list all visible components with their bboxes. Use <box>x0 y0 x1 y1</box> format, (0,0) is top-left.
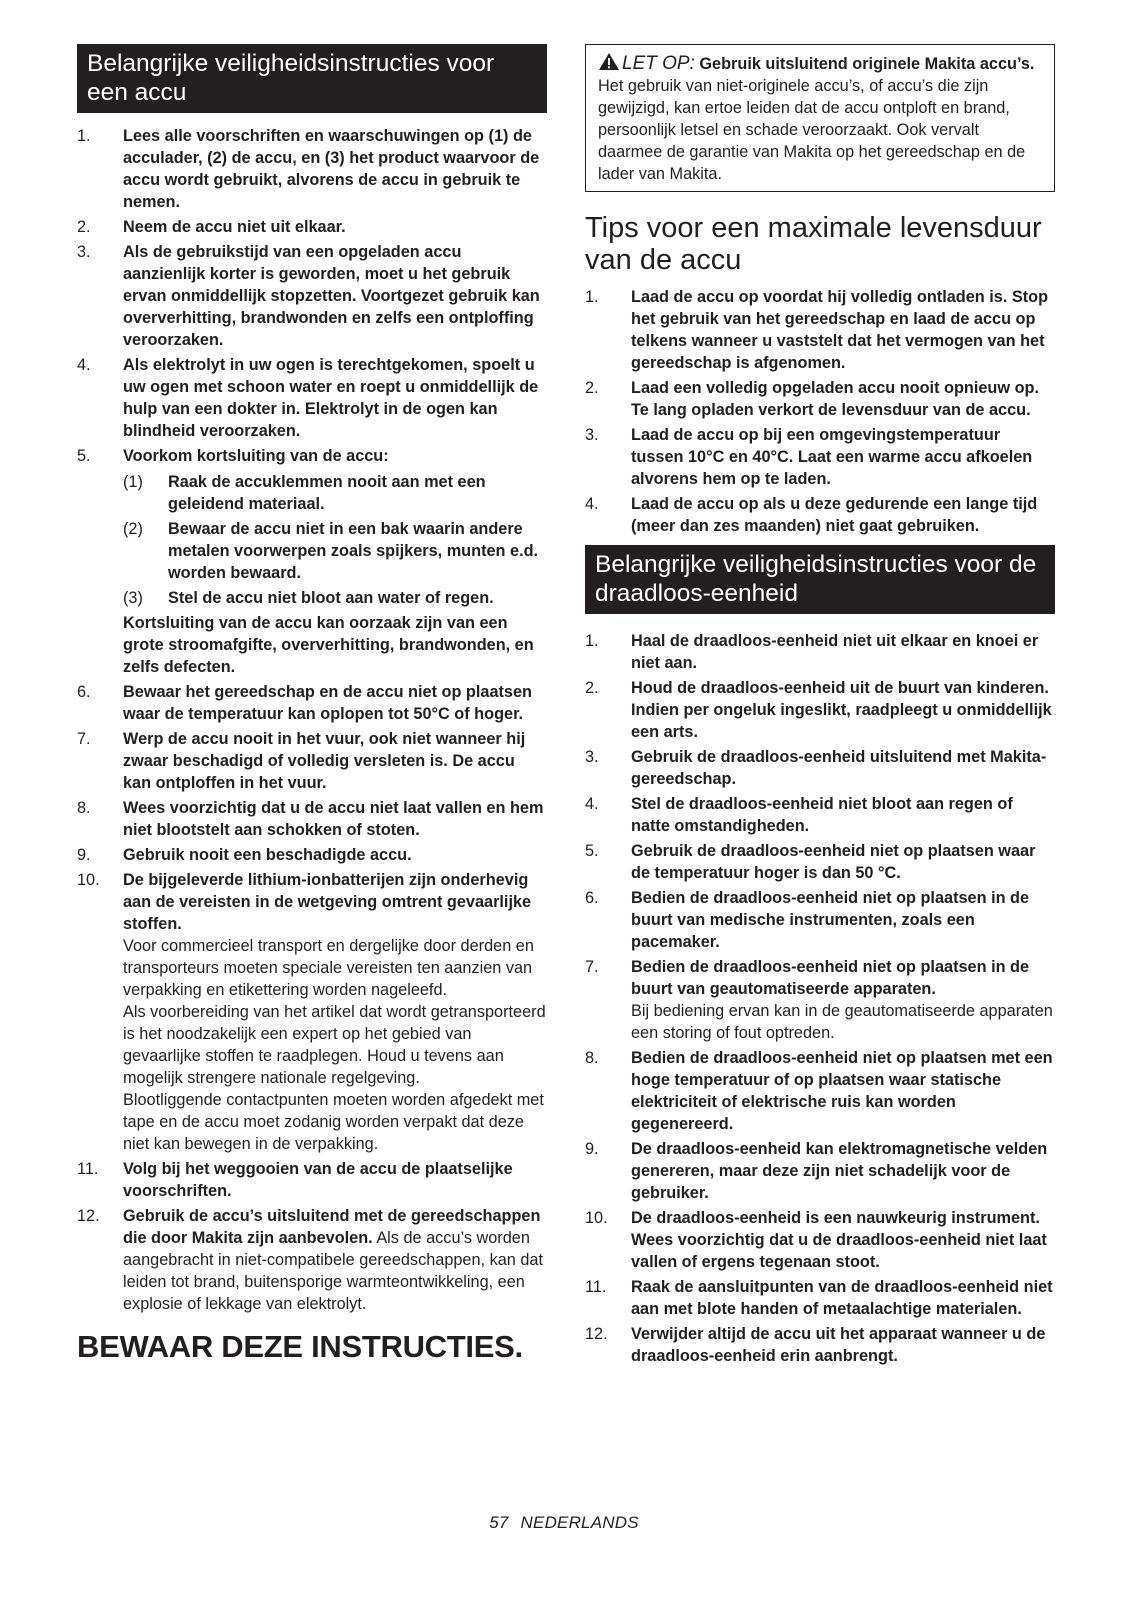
item-note: Bij bediening ervan kan in de geautomatiseerde apparaten een storing of fout optreden. <box>631 1002 1053 1042</box>
item-text: Bedien de draadloos-eenheid niet op plaatsen in de buurt van geautomatiseerde apparaten. <box>631 958 1030 998</box>
item-text: De draadloos-eenheid kan elektromagnetische velden genereren, maar deze zijn niet schadelijk voor de gebruiker. <box>631 1140 1048 1202</box>
page-number: 57 <box>489 1513 509 1532</box>
packaging-paragraph: Blootliggende contactpunten moeten worden afgedekt met tape en de accu moet zodanig worden verpakt dat deze niet kan bewegen in de verpakking. <box>123 1091 544 1153</box>
item-text: De bijgeleverde lithium-ionbatterijen zijn onderhevig aan de vereisten in de wetgeving omtrent gevaarlijke stoffen. <box>123 871 532 933</box>
item-text: Neem de accu niet uit elkaar. <box>123 218 346 236</box>
wireless-unit-safety-heading: Belangrijke veiligheidsinstructies voor de draadloos-eenheid <box>585 545 1055 614</box>
list-item <box>585 1138 1055 1204</box>
item-text: Bedien de draadloos-eenheid niet op plaatsen met een hoge temperatuur of op plaatsen waar statische elektriciteit of elektrische ruis kan worden gegenereerd. <box>631 1049 1053 1133</box>
item-text: Gebruik de draadloos-eenheid uitsluitend met Makita-gereedschap. <box>631 748 1047 788</box>
item-text: Bedien de draadloos-eenheid niet op plaatsen in de buurt van medische instrumenten, zoals een pacemaker. <box>631 889 1030 951</box>
item-number: 2. <box>585 379 599 397</box>
item-text: Wees voorzichtig dat u de accu niet laat vallen en hem niet blootstelt aan schokken of stoten. <box>123 799 544 839</box>
page-footer <box>0 1513 1128 1533</box>
sub-item-number: (3) <box>123 589 143 607</box>
item-text: Als elektrolyt in uw ogen is terechtgekomen, spoelt u uw ogen met schoon water en roept u onmiddellijk de hulp van een dokter in. Elektrolyt in de ogen kan blindheid veroorzaken. <box>123 356 539 440</box>
item-number: 2. <box>77 218 91 236</box>
battery-safety-heading: Belangrijke veiligheidsinstructies voor een accu <box>77 44 547 113</box>
list-item <box>77 1158 547 1202</box>
item-number: 12. <box>77 1207 100 1225</box>
list-item <box>585 746 1055 790</box>
item-text: Gebruik de draadloos-eenheid niet op plaatsen waar de temperatuur hoger is dan 50 °C. <box>631 842 1036 882</box>
item-text: Gebruik de accu’s uitsluitend met de gereedschappen die door Makita zijn aanbevolen. <box>123 1207 541 1247</box>
item-text: Lees alle voorschriften en waarschuwingen op (1) de acculader, (2) de accu, en (3) het product waarvoor de accu wordt gebruikt, alvorens de accu in gebruik te nemen. <box>123 127 540 211</box>
item-text: Laad een volledig opgeladen accu nooit opnieuw op. Te lang opladen verkort de levensduur van de accu. <box>631 379 1039 419</box>
item-number: 9. <box>585 1140 599 1158</box>
item-number: 3. <box>585 748 599 766</box>
item-number: 5. <box>77 447 91 465</box>
sub-item-text: Raak de accuklemmen nooit aan met een geleidend materiaal. <box>168 473 486 513</box>
list-item <box>585 424 1055 490</box>
list-item <box>585 630 1055 674</box>
item-number: 2. <box>585 679 599 697</box>
battery-tips-title: Tips voor een maximale levensduur van de accu <box>585 212 1042 276</box>
list-item <box>77 1205 547 1315</box>
list-item <box>585 493 1055 537</box>
item-text: Laad de accu op bij een omgevingstemperatuur tussen 10°C en 40°C. Laat een warme accu afkoelen alvorens hem op te laden. <box>631 426 1033 488</box>
list-item <box>585 1276 1055 1320</box>
item-text: Werp de accu nooit in het vuur, ook niet wanneer hij zwaar beschadigd of volledig versleten is. De accu kan ontploffen in het vuur. <box>123 730 526 792</box>
item-number: 9. <box>77 846 91 864</box>
item-number: 3. <box>585 426 599 444</box>
list-item <box>585 1207 1055 1273</box>
list-item <box>77 728 547 794</box>
item-number: 11. <box>585 1278 607 1296</box>
battery-tips-list <box>585 286 1055 537</box>
sub-item-number: (2) <box>123 520 143 538</box>
item-text: Stel de draadloos-eenheid niet bloot aan regen of natte omstandigheden. <box>631 795 1013 835</box>
wireless-unit-safety-list <box>585 630 1055 1367</box>
list-item <box>77 216 547 238</box>
sub-item <box>123 518 547 584</box>
item-number: 6. <box>585 889 599 907</box>
warning-triangle-icon <box>598 52 620 71</box>
item-number: 1. <box>77 127 91 145</box>
list-item <box>585 677 1055 743</box>
item-number: 6. <box>77 683 91 701</box>
item-text: De draadloos-eenheid is een nauwkeurig instrument. Wees voorzichtig dat u de draadloos-eenheid niet laat vallen of ergens tegenaan stoot. <box>631 1209 1047 1271</box>
list-item <box>585 793 1055 837</box>
sub-item-text: Stel de accu niet bloot aan water of regen. <box>168 589 494 607</box>
item-number: 1. <box>585 288 599 306</box>
transport-paragraph: Voor commercieel transport en dergelijke door derden en transporteurs moeten speciale vereisten ten aanzien van verpakking en etikettering worden nageleefd. <box>123 937 534 999</box>
list-item <box>77 125 547 213</box>
expert-paragraph: Als voorbereiding van het artikel dat wordt getransporteerd is het noodzakelijk een expert op het gebied van gevaarlijke stoffen te raadplegen. Houd u tevens aan mogelijk strengere nationale regelgeving. <box>123 1003 546 1087</box>
caution-bold-text: Gebruik uitsluitend originele Makita accu’s. <box>694 55 1035 73</box>
sub-item-number: (1) <box>123 473 143 491</box>
item-number: 1. <box>585 632 599 650</box>
list-item <box>585 1323 1055 1367</box>
item-text: Verwijder altijd de accu uit het apparaat wanneer u de draadloos-eenheid erin aanbrengt. <box>631 1325 1046 1365</box>
caution-text: Het gebruik van niet-originele accu’s, of accu’s die zijn gewijzigd, kan ertoe leiden dat de accu ontploft en brand, persoonlijk letsel en schade veroorzaakt. Ook vervalt daarmee de garantie van Makita op het gereedschap en de lader van Makita. <box>598 77 1026 183</box>
list-item <box>585 840 1055 884</box>
item-number: 4. <box>77 356 91 374</box>
left-column <box>77 44 547 1365</box>
save-instructions-title: BEWAAR DEZE INSTRUCTIES. <box>77 1329 523 1364</box>
battery-safety-list <box>77 125 547 1315</box>
item-text: Volg bij het weggooien van de accu de plaatselijke voorschriften. <box>123 1160 513 1200</box>
right-column <box>585 44 1055 1370</box>
list-item <box>77 844 547 866</box>
caution-label: LET OP: <box>622 53 695 74</box>
list-item <box>585 286 1055 374</box>
item-number: 5. <box>585 842 599 860</box>
item-number: 4. <box>585 795 599 813</box>
item-text-tail: Als de accu’s worden aangebracht in niet-compatibele gereedschappen, kan dat leiden tot brand, buitensporige warmteontwikkeling, een explosie of lekkage van elektrolyt. <box>123 1229 543 1313</box>
list-item <box>77 241 547 351</box>
item-number: 3. <box>77 243 91 261</box>
item-text: Laad de accu op voordat hij volledig ontladen is. Stop het gebruik van het gereedschap en laad de accu op telkens wanneer u vaststelt dat het vermogen van het gereedschap is afgenomen. <box>631 288 1049 372</box>
list-item <box>585 1047 1055 1135</box>
list-item <box>77 797 547 841</box>
item-text: Als de gebruikstijd van een opgeladen accu aanzienlijk korter is geworden, moet u het gebruik ervan onmiddellijk stopzetten. Voortgezet gebruik kan oververhitting, brandwonden en zelfs een ontploffing veroorzaken. <box>123 243 540 349</box>
sub-item-text: Bewaar de accu niet in een bak waarin andere metalen voorwerpen zoals spijkers, munten e.d. worden bewaard. <box>168 520 539 582</box>
item-text: Gebruik nooit een beschadigde accu. <box>123 846 412 864</box>
list-item <box>77 681 547 725</box>
sub-item <box>123 471 547 515</box>
list-item <box>585 956 1055 1044</box>
list-item <box>585 887 1055 953</box>
item-number: 10. <box>77 871 100 889</box>
footer-language: NEDERLANDS <box>520 1513 639 1532</box>
item-text: Voorkom kortsluiting van de accu: <box>123 447 389 465</box>
list-item <box>77 354 547 442</box>
caution-box <box>585 44 1055 192</box>
list-item <box>585 377 1055 421</box>
item-number: 12. <box>585 1325 608 1343</box>
item-text: Bewaar het gereedschap en de accu niet op plaatsen waar de temperatuur kan oplopen tot 50°C of hoger. <box>123 683 532 723</box>
short-circuit-sublist <box>123 471 547 609</box>
item-text: Haal de draadloos-eenheid niet uit elkaar en knoei er niet aan. <box>631 632 1039 672</box>
item-number: 7. <box>585 958 599 976</box>
item-text: Houd de draadloos-eenheid uit de buurt van kinderen. Indien per ongeluk ingeslikt, raadpleegt u onmiddellijk een arts. <box>631 679 1052 741</box>
short-circuit-warning: Kortsluiting van de accu kan oorzaak zijn van een grote stroomafgifte, oververhitting, brandwonden, en zelfs defecten. <box>123 614 534 676</box>
item-text: Laad de accu op als u deze gedurende een lange tijd (meer dan zes maanden) niet gaat gebruiken. <box>631 495 1038 535</box>
item-number: 8. <box>77 799 91 817</box>
item-number: 11. <box>77 1160 99 1178</box>
list-item <box>77 445 547 678</box>
item-number: 8. <box>585 1049 599 1067</box>
list-item <box>77 869 547 1155</box>
sub-item <box>123 587 547 609</box>
item-number: 4. <box>585 495 599 513</box>
item-text: Raak de aansluitpunten van de draadloos-eenheid niet aan met blote handen of metaalachtige materialen. <box>631 1278 1053 1318</box>
item-number: 10. <box>585 1209 608 1227</box>
item-number: 7. <box>77 730 91 748</box>
